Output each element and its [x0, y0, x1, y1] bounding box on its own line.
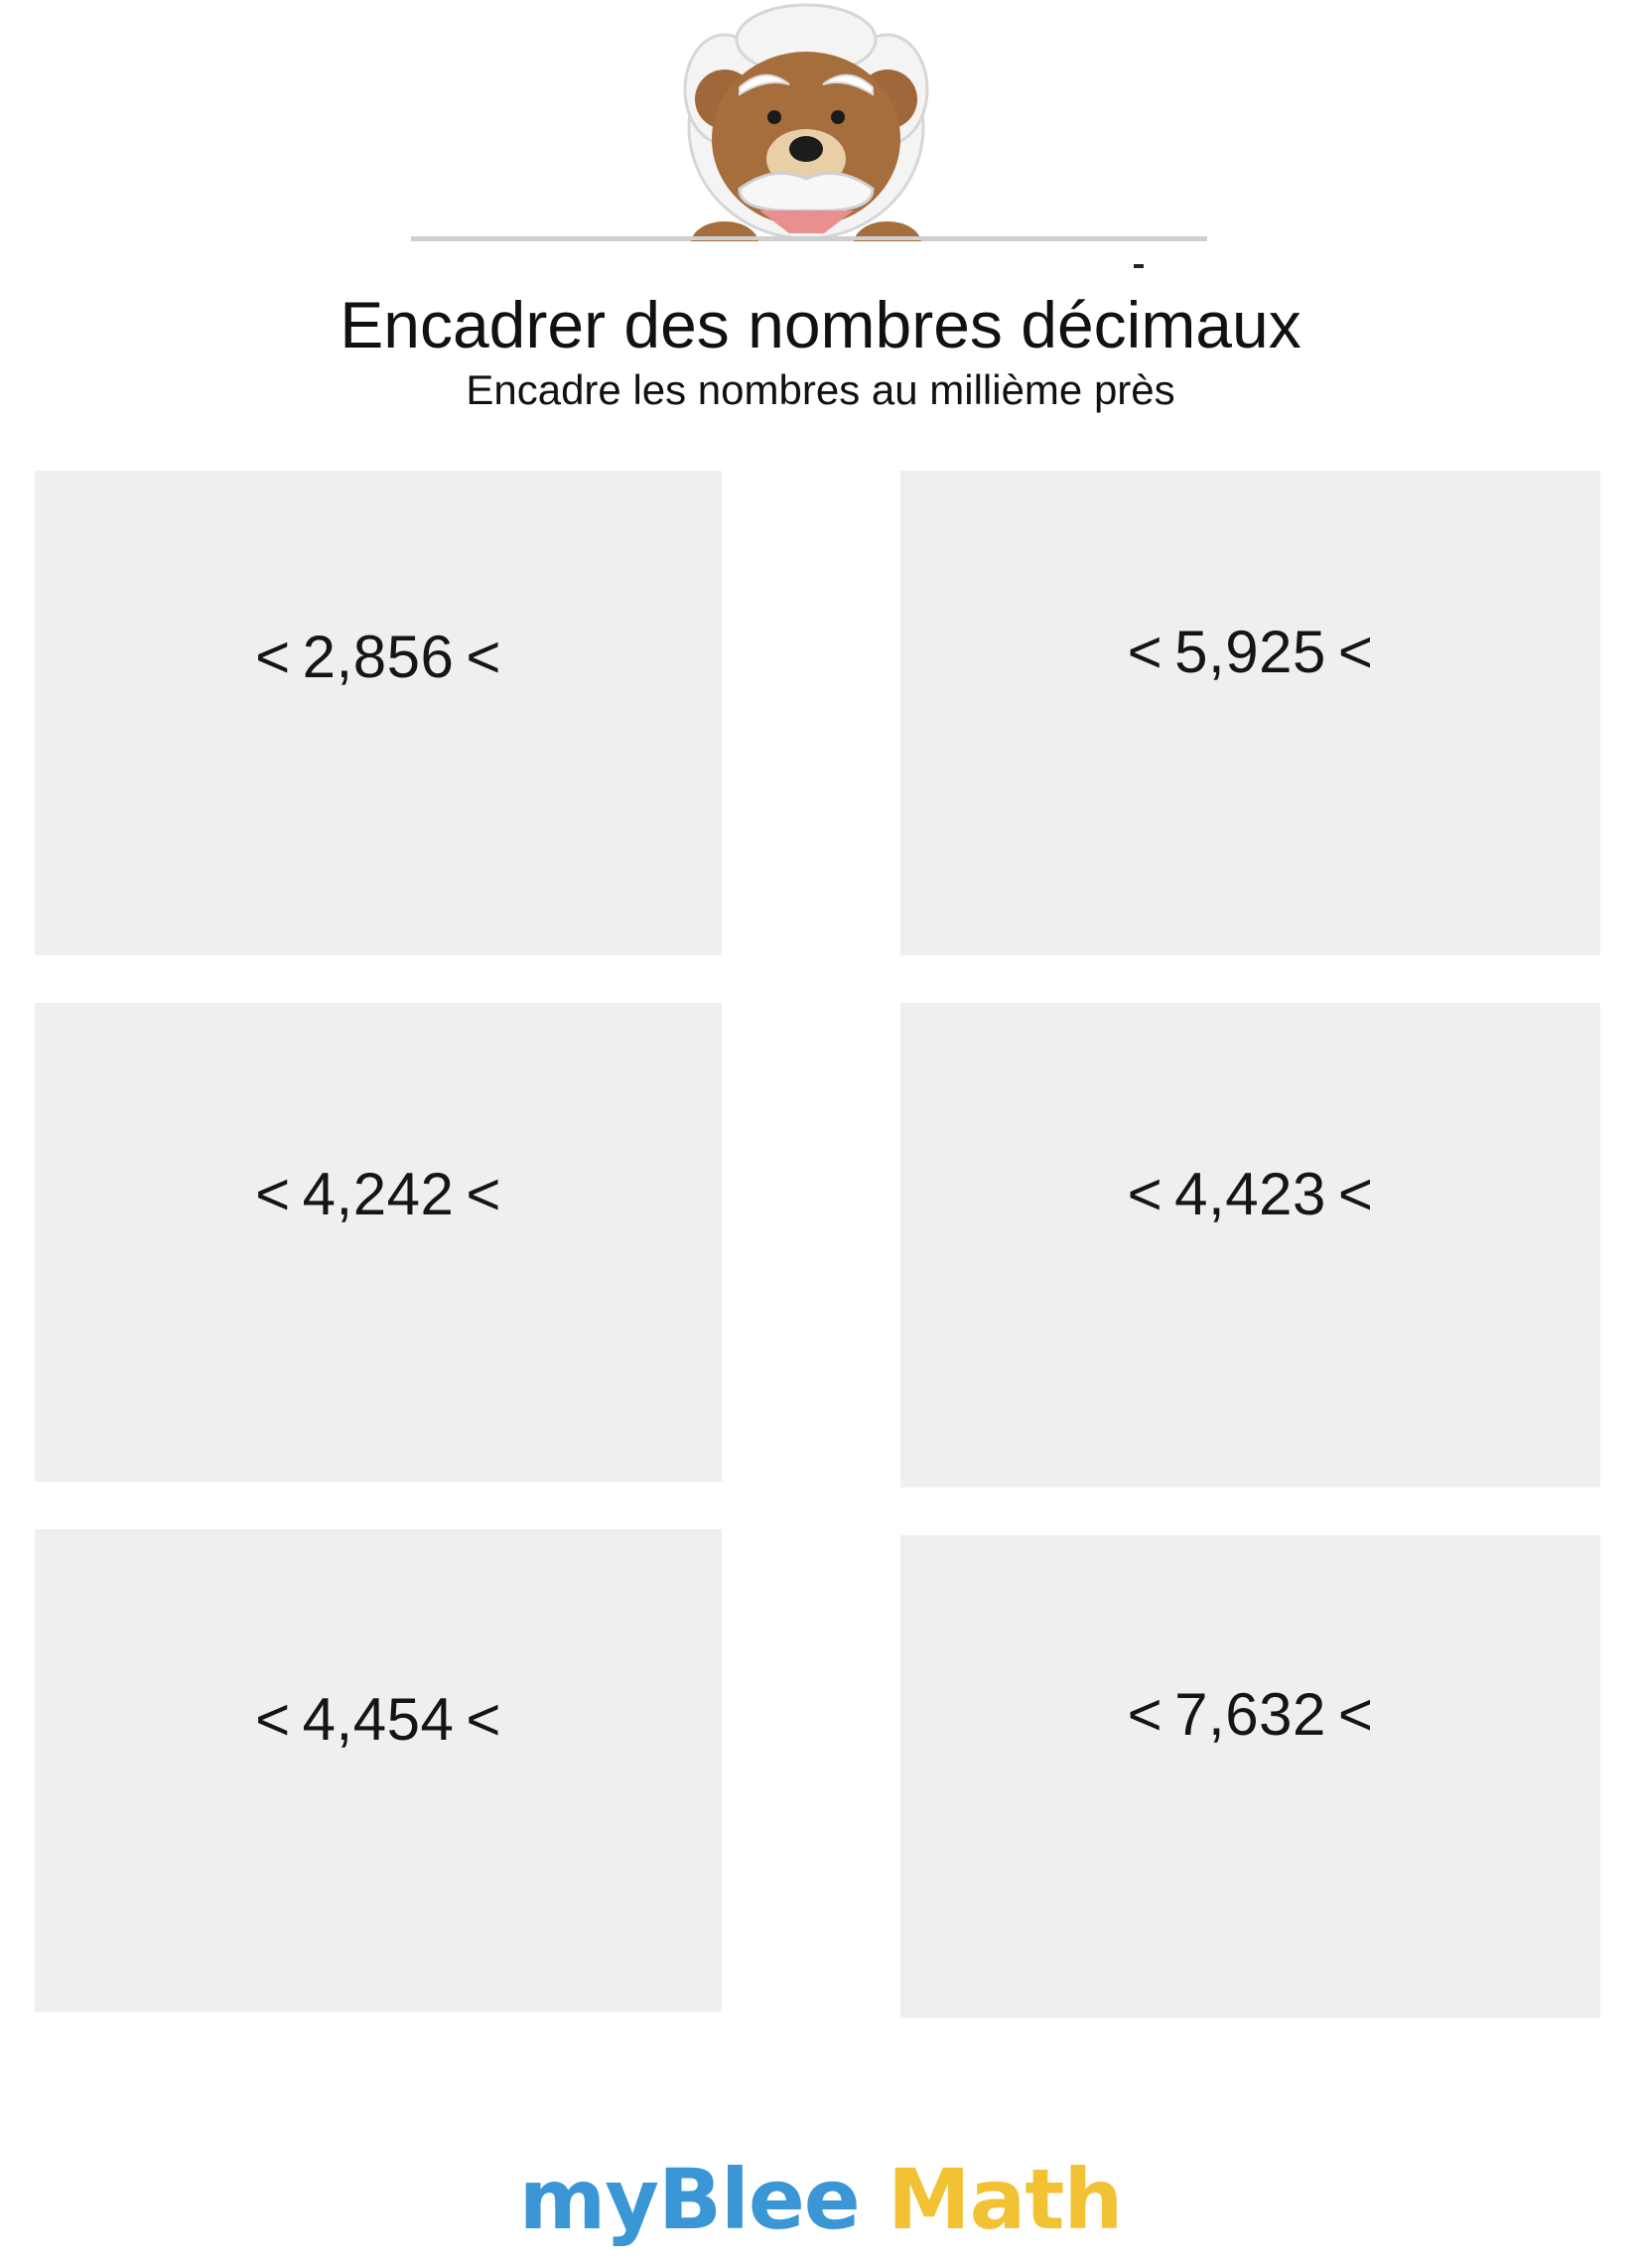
less-than-symbol: < [255, 1686, 291, 1753]
professor-bear-icon [397, 0, 1251, 273]
brand-logo-part1: myBlee [518, 2151, 860, 2248]
page-title: Encadrer des nombres décimaux [340, 288, 1301, 361]
less-than-symbol: < [1337, 1161, 1374, 1227]
exercise-number: 4,242 [302, 1161, 455, 1227]
exercise-card [900, 1003, 1600, 1488]
exercise-number: 4,423 [1174, 1161, 1326, 1227]
exercise-number: 7,632 [1174, 1681, 1326, 1748]
exercise-expression [35, 1160, 722, 1229]
less-than-symbol: < [255, 1161, 291, 1227]
less-than-symbol: < [1337, 1681, 1374, 1748]
exercise-card [35, 471, 722, 955]
exercise-number: 2,856 [302, 624, 455, 690]
exercise-expression [900, 618, 1600, 687]
less-than-symbol: < [1127, 619, 1163, 685]
exercise-expression [35, 623, 722, 692]
exercise-card [35, 1003, 722, 1482]
page-subtitle: Encadre les nombres au millième près [466, 366, 1175, 413]
less-than-symbol: < [1127, 1161, 1163, 1227]
less-than-symbol: < [1127, 1681, 1163, 1748]
less-than-symbol: < [1337, 619, 1374, 685]
exercise-card [900, 471, 1600, 955]
less-than-symbol: < [255, 624, 291, 690]
exercise-card [35, 1529, 722, 2012]
exercise-card [900, 1535, 1600, 2018]
exercise-number: 4,454 [302, 1686, 455, 1753]
brand-logo [0, 2150, 1641, 2249]
exercise-expression [35, 1685, 722, 1755]
exercise-number: 5,925 [1174, 619, 1326, 685]
brand-logo-part2: Math [888, 2151, 1123, 2248]
exercise-expression [900, 1680, 1600, 1750]
exercise-expression [900, 1160, 1600, 1229]
less-than-symbol: < [466, 1686, 501, 1753]
less-than-symbol: < [466, 1161, 501, 1227]
less-than-symbol: < [466, 624, 501, 690]
